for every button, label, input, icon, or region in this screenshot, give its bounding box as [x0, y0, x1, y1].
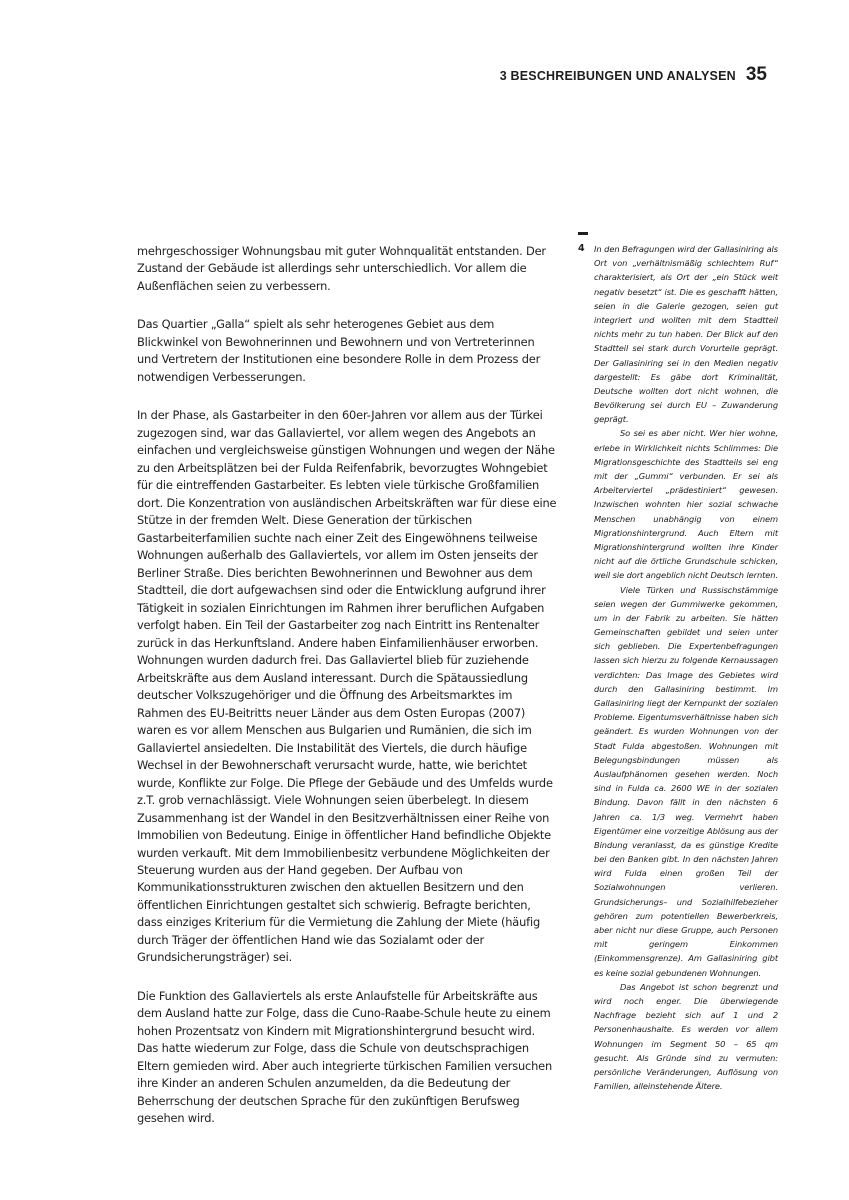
note-number: 4	[578, 243, 585, 254]
main-text-column	[137, 243, 557, 1149]
body-paragraph: In der Phase, als Gastarbeiter in den 60er-Jahren vor allem aus der Türkei zugezogen sind, war das Gallaviertel, vor allem wegen des Angebots an einfachen und vergleichsweise günstigen Wohnungen und wegen der Nähe zu den Arbeitsplätzen bei der Fulda Reifenfabrik, bevorzugtes Wohngebiet für die eintreffenden Gastarbeiter. Es lebten viele türkische Großfamilien dort. Die Konzentration von ausländischen Arbeitskräften war für diese eine Stütze in der fremden Welt. Diese Generation der türkischen Gastarbeiterfamilien suchte nach einer Zeit des Eingewöhnens teilweise Wohnungen außerhalb des Gallaviertels, vor allem im Osten jenseits der Berliner Straße. Dies berichten Bewohnerinnen und Bewohner aus dem Stadtteil, die dort aufgewachsen sind oder die Entwicklung aufgrund ihrer Tätigkeit in sozialen Einrichtungen im Rahmen ihrer beruflichen Aufgaben verfolgt haben. Ein Teil der Gastarbeiter zog nach Eintritt ins Rentenalter zurück in das Herkunftsland. Andere haben Einfamilienhäuser erworben. Wohnungen wurden dadurch frei. Das Gallaviertel blieb für zuziehende Arbeitskräfte aus dem Ausland interessant. Durch die Spätaussiedlung deutscher Volkszugehöriger und die Öffnung des Arbeitsmarktes im Rahmen des EU-Beitritts neuer Länder aus dem Osten Europas (2007) waren es vor allem Menschen aus Bulgarien und Rumänien, die sich im Gallaviertel ansiedelten. Die Instabilität des Viertels, die durch häufige Wechsel in der Bewohnerschaft verursacht wurde, hatte, wie berichtet wurde, Konflikte zur Folge. Die Pflege der Gebäude und des Umfelds wurde z.T. grob vernachlässigt. Viele Wohnungen seien überbelegt. In diesem Zusammenhang ist der Wandel in den Besitzverhältnissen einer Reihe von Immobilien von Bedeutung. Einige in öffentlicher Hand befindliche Objekte wurden verkauft. Mit dem Immobilienbesitz verbundene Möglichkeiten der Steuerung wurden aus der Hand gegeben. Der Aufbau von Kommunikationsstrukturen zwischen den aktuellen Besitzern und den öffentlichen Einrichtungen gestaltet sich schwierig. Befragte berichten, dass einziges Kriterium für die Vermietung die Zahlung der Miete (häufig durch Träger der öffentlichen Hand wie das Sozialamt oder der Grundsicherungsträger) sei.	[137, 408, 557, 965]
page-number: 35	[745, 64, 767, 85]
body-paragraph: Die Funktion des Gallaviertels als erste Anlaufstelle für Arbeitskräfte aus dem Ausland hatte zur Folge, dass die Cuno-Raabe-Schule heute zu einem hohen Prozentsatz von Kindern mit Migrationshintergrund besucht wird. Das hatte wiederum zur Folge, dass die Schule von deutschsprachigen Eltern gemieden wird. Aber auch integrierte türkischen Familien versuchen ihre Kinder an anderen Schulen anzumelden, da die Bedeutung der Beherrschung der deutschen Sprache für den zukünftigen Berufsweg gesehen wird.	[137, 988, 553, 1126]
body-paragraph: mehrgeschossiger Wohnungsbau mit guter Wohnqualität entstanden. Der Zustand der Gebäude ist allerdings sehr unterschiedlich. Vor allem die Außenflächen seien zu verbessern.	[137, 244, 546, 293]
note-paragraph: Das Angebot ist schon begrenzt und wird noch enger. Die überwiegende Nachfrage bezieht sich auf 1 und 2 Personenhaushalte. Es werden vor allem Wohnungen im Segment 50 – 65 qm gesucht. Als Gründe sind zu vermuten: persönliche Veränderungen, Auflösung von Familien, alleinstehende Ältere.	[594, 981, 778, 1092]
note-paragraph: Viele Türken und Russischstämmige seien wegen der Gummiwerke gekommen, um in der Fabrik zu arbeiten. Sie hätten Gemeinschaften gebildet und seien unter sich geblieben. Die Expertenbefragungen lassen sich hierzu zu folgende Kernaussagen verdichten: Das Image des Gebietes wird durch den Gallasiniring bestimmt. Im Gallasiniring liegt der Kernpunkt der sozialen Probleme. Eigentumsverhältnisse haben sich geändert. Es wurden Wohnungen von der Stadt Fulda abgestoßen. Wohnungen mit Belegungsbindungen müssen als Auslaufphänomen gesehen werden. Noch sind in Fulda ca. 2600 WE in der sozialen Bindung. Davon fällt in den nächsten 6 Jahren ca. 1/3 weg. Vermehrt haben Eigentümer eine vorzeitige Ablösung aus der Bindung veranlasst, da es günstige Kredite bei den Banken gibt. In den nächsten Jahren wird Fulda einen großen Teil der Sozialwohnungen verlieren. Grundsicherungs– und Sozialhilfebezieher gehören zum potentiellen Bewerberkreis, aber nicht nur diese Gruppe, auch Personen mit geringem Einkommen (Einkommensgrenze). Am Gallasiniring gibt es keine sozial gebundenen Wohnungen.	[594, 584, 778, 978]
note-paragraph: So sei es aber nicht. Wer hier wohne, erlebe in Wirklichkeit nichts Schlimmes: Die Migrationsgeschichte des Stadtteils sei eng mit der „Gummi“ verbunden. Er sei als Arbeiterviertel „prädestiniert“ gewesen. Inzwischen wohnten hier sozial schwache Menschen unabhängig von einem Migrationshintergrund. Auch Eltern mit Migrationshintergrund wollten ihre Kinder nicht auf die örtliche Grundschule schicken, weil sie dort angeblich nicht Deutsch lernten.	[594, 428, 778, 581]
note-body	[578, 242, 778, 1093]
body-paragraph: Das Quartier „Galla“ spielt als sehr heterogenes Gebiet aus dem Blickwinkel von Bewohnerinnen und Bewohnern und von Vertreterinnen und Vertretern der Institutionen eine besondere Rolle in dem Prozess der notwendigen Verbesserungen.	[137, 317, 541, 384]
note-paragraph: In den Befragungen wird der Gallasiniring als Ort von „verhältnismäßig schlechtem Ruf“ charakterisiert, als Ort der „ein Stück weit negativ besetzt“ ist. Die es geschafft hätten, seien in die Galerie gezogen, seien gut integriert und wollten mit dem Stadtteil nichts mehr zu tun haben. Der Blick auf den Stadtteil sei stark durch Vorurteile geprägt. Der Gallasiniring sei in den Medien negativ dargestellt: Es gäbe dort Kriminalität, Deutsche wollten dort nicht wohnen, die Bevölkerung sei durch EU – Zuwanderung geprägt.	[594, 244, 778, 425]
note-marker	[578, 232, 588, 235]
running-header	[500, 64, 767, 86]
section-title: 3 BESCHREIBUNGEN UND ANALYSEN	[499, 69, 736, 83]
margin-note	[578, 232, 778, 1093]
